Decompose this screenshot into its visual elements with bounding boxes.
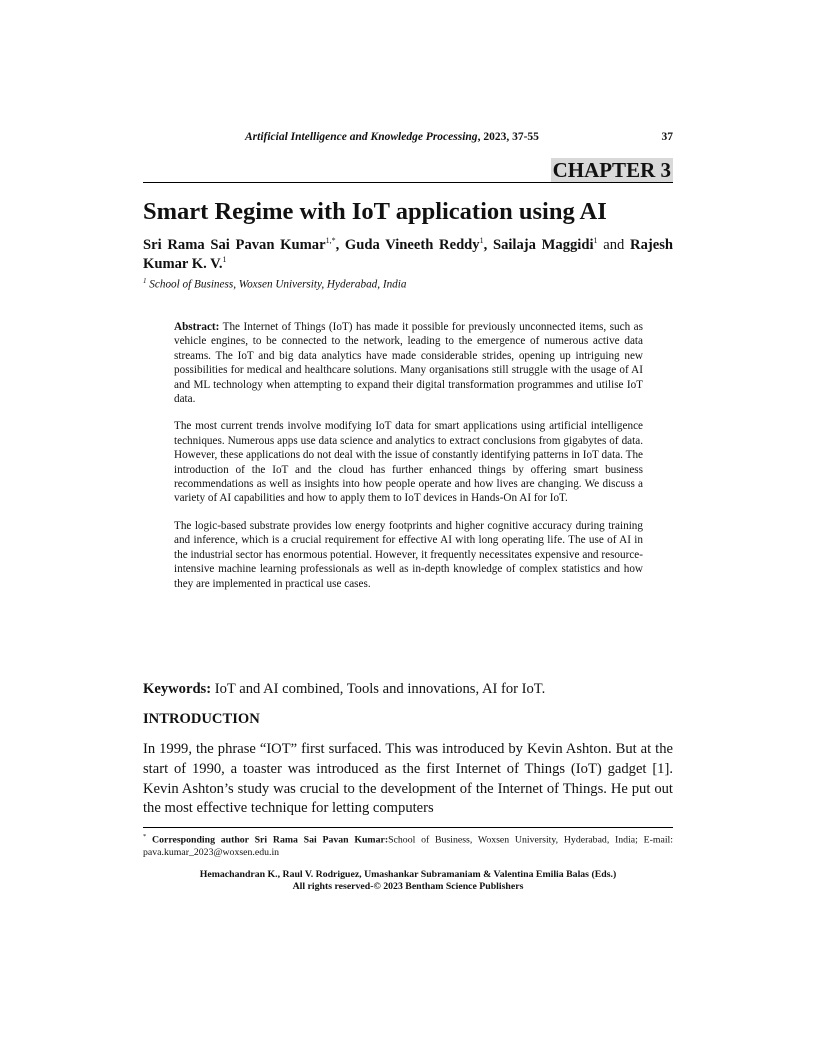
abstract-paragraph: The most current trends involve modifying IoT data for smart applications using artificial intelligence techniques. Numerous apps use data science and analytics to extract conclusions from gigabytes of data. However, these applications do not deal with the issue of constantly identifying patterns in IoT data. The introduction of the IoT and the cloud has further enhanced things by offering smart business recommendations as well as insights into how people operate and how lives are changing. We discuss a variety of AI capabilities and how to apply them to IoT devices in Hands-On AI for IoT. bbox=[174, 420, 643, 505]
author-name: Sri Rama Sai Pavan Kumar bbox=[143, 237, 326, 253]
journal-year-pages: , 2023, 37-55 bbox=[477, 131, 539, 143]
footnote-label: Corresponding author Sri Rama Sai Pavan Kumar: bbox=[146, 834, 389, 846]
chapter-label: CHAPTER 3 bbox=[552, 158, 671, 182]
author-affiliation-mark: 1 bbox=[593, 236, 598, 246]
abstract-paragraph: The logic-based substrate provides low energy footprints and higher cognitive accuracy during training and inference, which is a crucial requirement for effective AI with long operating life. The use of AI in the industrial sector has enormous potential. However, it frequently necessitates expensive and resource-intensive machine learning professionals as well as in-depth knowledge of complex statistics and how they are implemented in practical use cases. bbox=[174, 519, 643, 590]
chapter-rule bbox=[143, 160, 673, 183]
keywords bbox=[143, 681, 545, 698]
footnote bbox=[143, 831, 673, 859]
journal-name: Artificial Intelligence and Knowledge Processing bbox=[245, 131, 478, 143]
editors-credit bbox=[143, 869, 673, 894]
body-paragraph: In 1999, the phrase “IOT” first surfaced. This was introduced by Kevin Ashton. But at the start of 1990, a toaster was introduced as the first Internet of Things (IoT) gadget [1]. Kevin Ashton’s study was crucial to the development of the Internet of Things. He put out the most effective technique for letting computers bbox=[143, 741, 673, 817]
footnote-text: School of Business, Woxsen University, Hyderabad, India; E-mail: pava.kumar_2023@woxsen.edu.in bbox=[143, 834, 674, 858]
abstract-text: The Internet of Things (IoT) has made it possible for previously unconnected items, such as vehicle engines, to be connected to the network, leading to the emergence of numerous active data streams. The IoT and big data analytics have made considerable strides, opening up intriguing new possibilities for medical and healthcare solutions. Many organisations still struggle with the usage of AI and ML technology when attempting to expand their digital transformation programmes and utilise IoT data. bbox=[174, 321, 643, 406]
paper-title: Smart Regime with IoT application using AI bbox=[143, 198, 607, 225]
affiliation-mark: 1 bbox=[143, 277, 147, 285]
affiliation-text: School of Business, Woxsen University, Hyderabad, India bbox=[146, 278, 407, 291]
author-name: , Sailaja Maggidi bbox=[483, 237, 594, 253]
abstract-paragraph bbox=[174, 320, 643, 406]
page-number: 37 bbox=[661, 131, 673, 143]
author-affiliation-mark: 1 bbox=[222, 255, 227, 265]
journal-citation bbox=[245, 131, 539, 143]
footnote-rule bbox=[143, 827, 673, 828]
keywords-text: IoT and AI combined, Tools and innovations, AI for IoT. bbox=[211, 681, 546, 697]
editors-line: Hemachandran K., Raul V. Rodriguez, Umashankar Subramaniam & Valentina Emilia Balas (Eds.) bbox=[199, 869, 617, 880]
keywords-label: Keywords: bbox=[143, 681, 212, 697]
author-list bbox=[143, 236, 673, 274]
author-affiliation-mark: 1 bbox=[479, 236, 484, 246]
copyright-line: All rights reserved-© 2023 Bentham Science Publishers bbox=[292, 881, 524, 893]
author-affiliation-mark: 1,* bbox=[325, 236, 336, 246]
author-name: Rajesh Kumar K. V. bbox=[143, 237, 674, 272]
abstract-label: Abstract: bbox=[174, 321, 220, 333]
abstract bbox=[174, 320, 643, 604]
author-name: , Guda Vineeth Reddy bbox=[335, 237, 480, 253]
section-heading: INTRODUCTION bbox=[143, 711, 260, 727]
author-conjunction: and bbox=[597, 237, 631, 253]
footnote-mark: * bbox=[143, 833, 147, 840]
affiliation bbox=[143, 277, 406, 291]
